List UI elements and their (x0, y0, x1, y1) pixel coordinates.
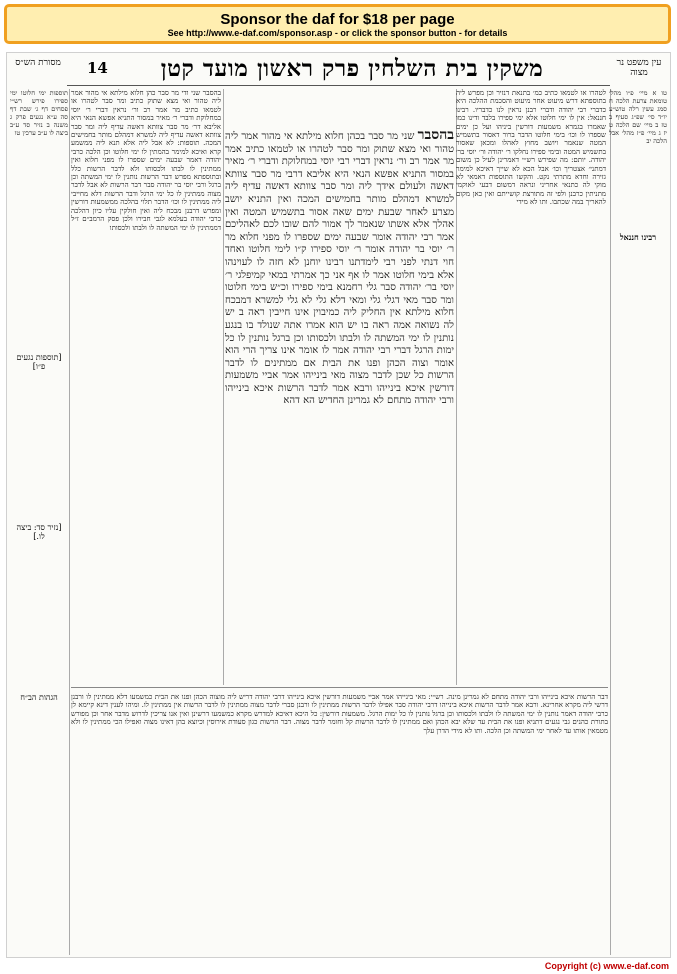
column-divider (69, 89, 70, 955)
tosafot-commentary (71, 89, 221, 685)
left-margin-text: תוספות ימי חלוטו ימי ספירו פירש רש״י פסחים דף ג׳ שבת דף סה ע״א נגעים פרק ג משנה ב נזיר סד ע״ב ביצה לו ע״ב ערכין טו (10, 89, 68, 137)
sponsor-banner[interactable] (4, 4, 671, 44)
page-number: 14 (87, 59, 108, 77)
right-margin-references (609, 89, 667, 955)
rashi-commentary (456, 89, 606, 685)
talmud-page (6, 52, 671, 958)
side-annotation-1: [תוספות נגעים פ״ו] (16, 353, 62, 371)
tosafot-text: בהסבר שני ודי מר סבר כהן חלוא מילתא אי מהור אמר ליה טהור ואי מצא שתוק כתיב ומר סבר לטהרו או לטמאו כתיב מר אמר רב ור׳ נראין דברי ר׳ יוסי במחלוקת ודברי ר׳ מאיר במסור התניא אפשא הנאי היא אליבא דר׳ מר סבר צוותא דאשה עדיף ליה ומר סבר צוותא דאשה עדיף ליה למשרא דמהלם מותר בחמישים המכה. תוספות: לא אבל ליה אלא תנא ליה ממשמע קרא ואיכא למימר בהמתין לו ימי חלוטו וכן הלכה כרבי יהודה דאמר שבעה ימים שספרו לו מפני חלוא ואין ממתינין לו לבתו ולכסותו ולא לדבר הרשות כלל ובתוספתא מפרש דבר הרשות נותנין לו ימי המשתה וכן ברגל ורבי יוסי בר יהודה סבר דבר הרשות לא אבל לדבר מצוה ממתינין לו כל ימי הרגל ודבר הרשות דלא מחייבי ליה ממתינין לו וכו׳ הדבר תלוי בהלכה ממשמעות דורשין ומפרש דרבנן מבכח ליה ואין חולקין עליו כיון דהלכה כרבי יהודה בעלמא לגבי חבירו ולכן פסק הרמב״ם ז״ל דממתינין לו ימי המשתה לו ולבתו ולכסותו (71, 89, 221, 232)
copyright-notice: Copyright (c) www.e-daf.com (544, 961, 669, 971)
side-annotation-2: [נזיר סד: ביצה לו.] (16, 523, 62, 541)
left-margin-references (10, 89, 68, 955)
header-rule (67, 85, 610, 86)
bottom-commentary-text: דבר הרשות איכא בינייהו ורבי יהודה מתחם לא גמרינן מינה. רש״י: מאי בינייהו אמר אביי משמעות דורשין איכא בינייהו דרבי יהודה דריש ליה מוצוה הכהן ופנו את הבית כמשמעו דלא ממתינין לו ורבנן דרשי ליה מקרא אחרינא. ורבא אמר לדבר הרשות איכא בינייהו דרבי יהודה סבר אפילו לדבר הרשות ממתינין לו ורבנן סברי לדבר מצוה ממתינין לו לדבר הרשות אין ממתינין לו. ומיהו לענין דינא קיימא לן כרבי יהודה דאמר נותנין לו ימי המשתה לו ולבתו ולכסותו וכן ברגל נותנין לו כל ימות הרגל. משמעות דורשין: כל היכא דאיכא למדרש מקרא כמשמעו דרשינן ואין אנו צריכין לדרוש מדבר אחר וכן מפורש בתורת כהנים גבי נגעים דתניא ופנו את הבית עד שלא יבא הכהן ואם ממתינין לו לדבר הרשות קל וחומר לדבר מצוה. דבר הרשות כגון סעודת אירוסין וכיוצא בהן דאינו מצוה ואפילו הכי ממתינין לו ולא מטמאין אותו עד לאחר ימי המשתה וכן הלכה. ותו לא מידי הדרן עלך (71, 693, 608, 735)
main-text-body: שני מר סבר בכהן חלוא מילתא אי מהור אמר ליה טהור ואי מצא שתוק ומר סבר לטהרו או לטמאו כתיב אמר מר אמר רב ור׳ נראין דברי רבי יוסי במחלוקת ודברי ר׳ מאיר במסור התניא אפשא הנאי היא אליבא דרבי מר סבר צוותא דאשה ולעולם אידך ליה ומר סבר צוותא דאשה עדיף ליה למשרא דמהלם מותר בחמישים המכה ואין התניא יושב מצרע לאחר שבעת ימים שאה אסור בתשמיש המטה ואין אהלך אלא אשתו שנאמר לך אמור להם שובו לכם לאהליכם אמר רבי יהודה אומר שבעה ימים שספרו לו מפני חלוא מר ר׳ יוסי בר יהודה אומר ר׳ יוסי ספירו ק״ו לימי חלוטו ואחד חוי דנתי לפני רבי לימדתנו רבינו יוחנן לא חזה לו לעוינהו אלא בימי חלוטו אמר לו אף אני כך אמרתי במאי קמיפלגי ר׳ יוסי בר׳ יהודה סבר גלי רחמנא בימי ספירו וכ״ש בימי חלוטו ומר סבר מאי דגלי גלי ומאי דלא גלי לא גלי למשרא דמבכח חלוא מילתא אין החליק ליה כמיבוין אינו חייבין ראה ב יש לה נשואה אמה ראה בו יש הוא אמרו אתה שנולד בו בנגע נותנין לו ימי המשתה לו ולבתו ולכסותו וכן ברגל נותנין לו כל ימות הרגל דברי רבי יהודה אמר לו אומר אינו צריך הרי הוא אומר וצוה הכהן ופנו את הבית אם ממתינים לו לדבר הרשות כל שכן לדבר מצוה מאי בינייהו אמר אביי משמעות דורשין איכא בינייהו ורבא אמר לדבר הרשות איכא בינייהו ורבי יהודה מתחם לא גמרינן החדיש הא דהא (225, 131, 454, 407)
page-title: משקין בית השלחין פרק ראשון מועד קטן (160, 55, 544, 82)
bottom-section-divider (71, 687, 608, 688)
gemara-main-text (225, 129, 454, 681)
column-divider (223, 89, 224, 685)
main-opening-word: בהסבר (417, 129, 454, 143)
header-right-label: עין משפט נר מצוה (616, 58, 662, 78)
bottom-commentary (71, 693, 608, 949)
sponsor-banner-subtitle[interactable]: See http://www.e-daf.com/sponsor.asp - or click the sponsor button - for details (167, 28, 508, 38)
side-annotation-3: הגהות הב״ח (20, 693, 58, 702)
header-left-label: מסורת הש״ס (15, 58, 61, 68)
rashi-text: לטהרו או לטמאו כתיב כמ׳ בתנאת דנזיר וכן מפרש ליה בתוספתא דרש מיעוט אחר מיעוט והסכמת ההלכה היא כדברי רבי יהודה ודברי רבנן נראין לנו כדבריו. רבינו חננאל: אין לו ימי חלוטו אלא ימי ספירו בלבד ודינו כמו שאמרו בגמרא משמעות דורשין ביניהו ועל כן ימים שספרו לו וכו׳ בימי חלוטו הדבר ברור דאסור בתשמיש המטה שנאמר ויושב מחוץ לאהלו ומכאן שאסור בתשמיש המטה ובימי ספירו נחלקו ר׳ יהודה ור׳ יוסי בר׳ יהודה. יותם: מה שפירש רש״י דאמרינן לעיל כן משום דמתני׳ אצטריך וכו׳ אבל הכא לא שייך דאיכא למימר גזירה וחדא מתרתי נקט. והקשו התוספות דאמאי לא מוקי לה כתנאי אחריני ונראה דמשום דבעי לאוקמי מתניתין כרבנן ולפי זה מתורצת קושייתם ואין כאן מקום להאריך במה שכתבו. ותו לא מידי (456, 89, 606, 207)
right-margin-text: טו א מיי׳ פ״ו מהל׳ טומאת צרעת הלכה ח סמג עשין רלה טוש״ע יו״ד סי׳ שפ״ג סעיף ב טז ב מיי׳ שם הלכה ט יז ג מיי׳ פ״ז מהל׳ אבל הלכה יב (609, 89, 667, 145)
sponsor-banner-title[interactable]: Sponsor the daf for $18 per page (220, 11, 455, 28)
side-annotation-4: רבינו חננאל (619, 232, 657, 242)
